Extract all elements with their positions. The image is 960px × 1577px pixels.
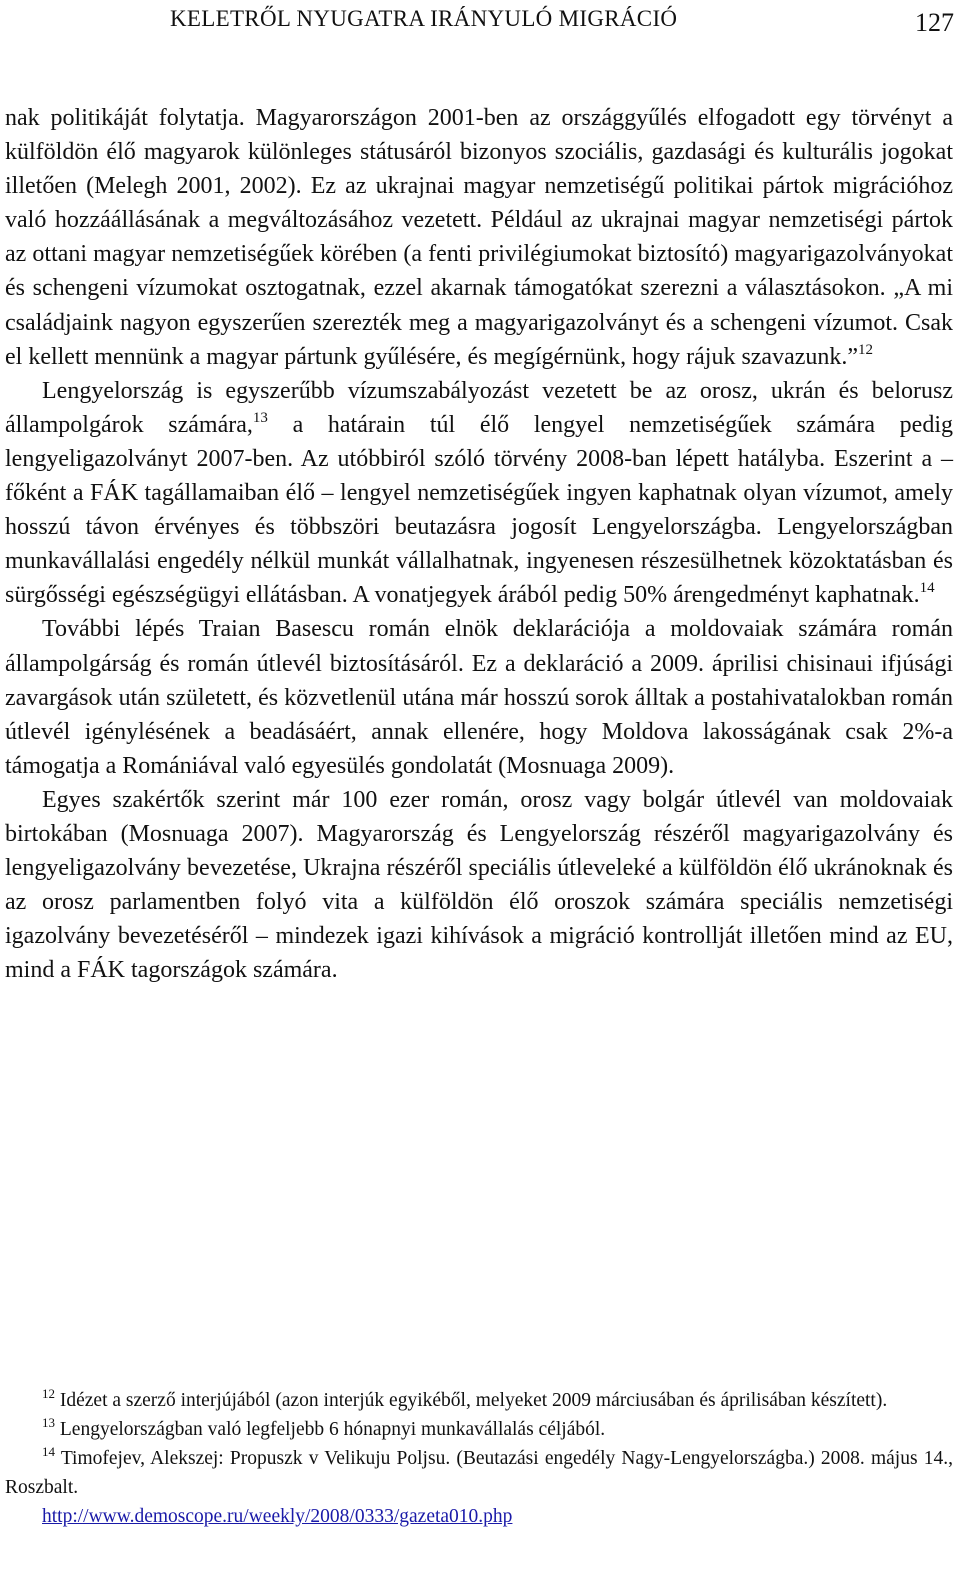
running-title: KELETRŐL NYUGATRA IRÁNYULÓ MIGRÁCIÓ	[170, 6, 678, 31]
footnote-14	[5, 1444, 953, 1502]
footnote-number-12: 12	[42, 1386, 55, 1401]
footnote-ref-14[interactable]: 14	[919, 580, 935, 597]
footnote-13-text: Lengyelországban való legfeljebb 6 hónapnyi munkavállalás céljából.	[55, 1419, 606, 1440]
footnote-13	[5, 1415, 953, 1444]
footnote-12-text: Idézet a szerző interjújából (azon interjúk egyikéből, melyeket 2009 márciusában és áprilisában készített).	[55, 1390, 888, 1411]
footnote-number-14: 14	[42, 1444, 55, 1459]
paragraph-1-text: nak politikáját folytatja. Magyarországon 2001-ben az országgyűlés elfogadott egy törvényt a külföldön élő magyarok különleges státusáról bizonyos szociális, gazdasági és kulturális jogokat illetően (Melegh 2001, 2002). Ez az ukrajnai magyar nemzetiségű politikai pártok migrációhoz való hozzáállásának a megváltozásához vezetett. Például az ukrajnai magyar nemzetiségi pártok az ottani magyar nemzetiségűek körében (a fenti privilégiumokat biztosító) magyarigazolványokat és schengeni vízumokat osztogatnak, ezzel akarnak támogatókat szerezni a választásokon. „A mi családjaink nagyon egyszerűen szerezték meg a magyarigazolványt és a schengeni vízumot. Csak el kellett mennünk a magyar pártunk gyűlésére, és megígérnünk, hogy rájuk szavazunk.”	[5, 105, 953, 370]
paragraph-2-text-b: a határain túl élő lengyel nemzetiségűek számára pedig lengyeligazolványt 2007-ben. Az utóbbiról szóló törvény 2008-ban lépett hatályba. Eszerint a – főként a FÁK tagállamaiban élő – lengyel nemzetiségűek ingyen kaphatnak olyan vízumot, amely hosszú távon érvényes és többszöri beutazásra jogosít Lengyelországba. Lengyelországban munkavállalási engedély nélkül munkát vállalhatnak, ingyenesen részesülhetnek közoktatásban és sürgősségi egészségügyi ellátásban. A vonatjegyek árából pedig 50% árengedményt kaphatnak.	[5, 411, 953, 609]
paragraph-4: Egyes szakértők szerint már 100 ezer román, orosz vagy bolgár útlevél van moldovaiak birtokában (Mosnuaga 2007). Magyarország és Lengyelország részéről magyarigazolvány és lengyeligazolvány bevezetése, Ukrajna részéről speciális útleveleké a külföldön élő ukránoknak és az orosz parlamentben folyó vita a külföldön élő oroszok számára speciális nemzetiségi igazolvány bevezetéséről – mindezek igazi kihívások a migráció kontrollját illetően mind az EU, mind a FÁK tagországok számára.	[5, 786, 953, 984]
paragraph-2	[5, 374, 953, 613]
page-header	[0, 4, 960, 38]
page-number: 127	[915, 8, 954, 37]
footnote-number-13: 13	[42, 1415, 55, 1430]
footnote-ref-13[interactable]: 13	[252, 409, 268, 426]
footnote-14-link[interactable]: http://www.demoscope.ru/weekly/2008/0333/gazeta010.php	[42, 1506, 513, 1527]
footnote-14-text: Timofejev, Alekszej: Propuszk v Velikuju Poljsu. (Beutazási engedély Nagy-Lengyelországba.) 2008. május 14., Roszbalt.	[5, 1448, 953, 1498]
footnote-12	[5, 1386, 953, 1415]
paragraph-1	[5, 101, 953, 374]
main-text	[5, 101, 953, 987]
footnote-ref-12[interactable]: 12	[858, 341, 874, 358]
paragraph-2-text-a: Lengyelország is egyszerűbb vízumszabályozást vezetett be az orosz, ukrán és belorusz állampolgárok számára,	[5, 377, 953, 438]
footnotes	[5, 1386, 953, 1531]
paragraph-3: További lépés Traian Basescu román elnök deklarációja a moldovaiak számára román állampolgárság és román útlevél biztosításáról. Ez a deklaráció a 2009. áprilisi chisinaui ifjúsági zavargások után született, és közvetlenül utána már hosszú sorok álltak a postahivatalokban román útlevél igénylésének a beadásáért, annak ellenére, hogy Moldova lakosságának csak 2%-a támogatja a Romániával való egyesülés gondolatát (Mosnuaga 2009).	[5, 616, 953, 779]
